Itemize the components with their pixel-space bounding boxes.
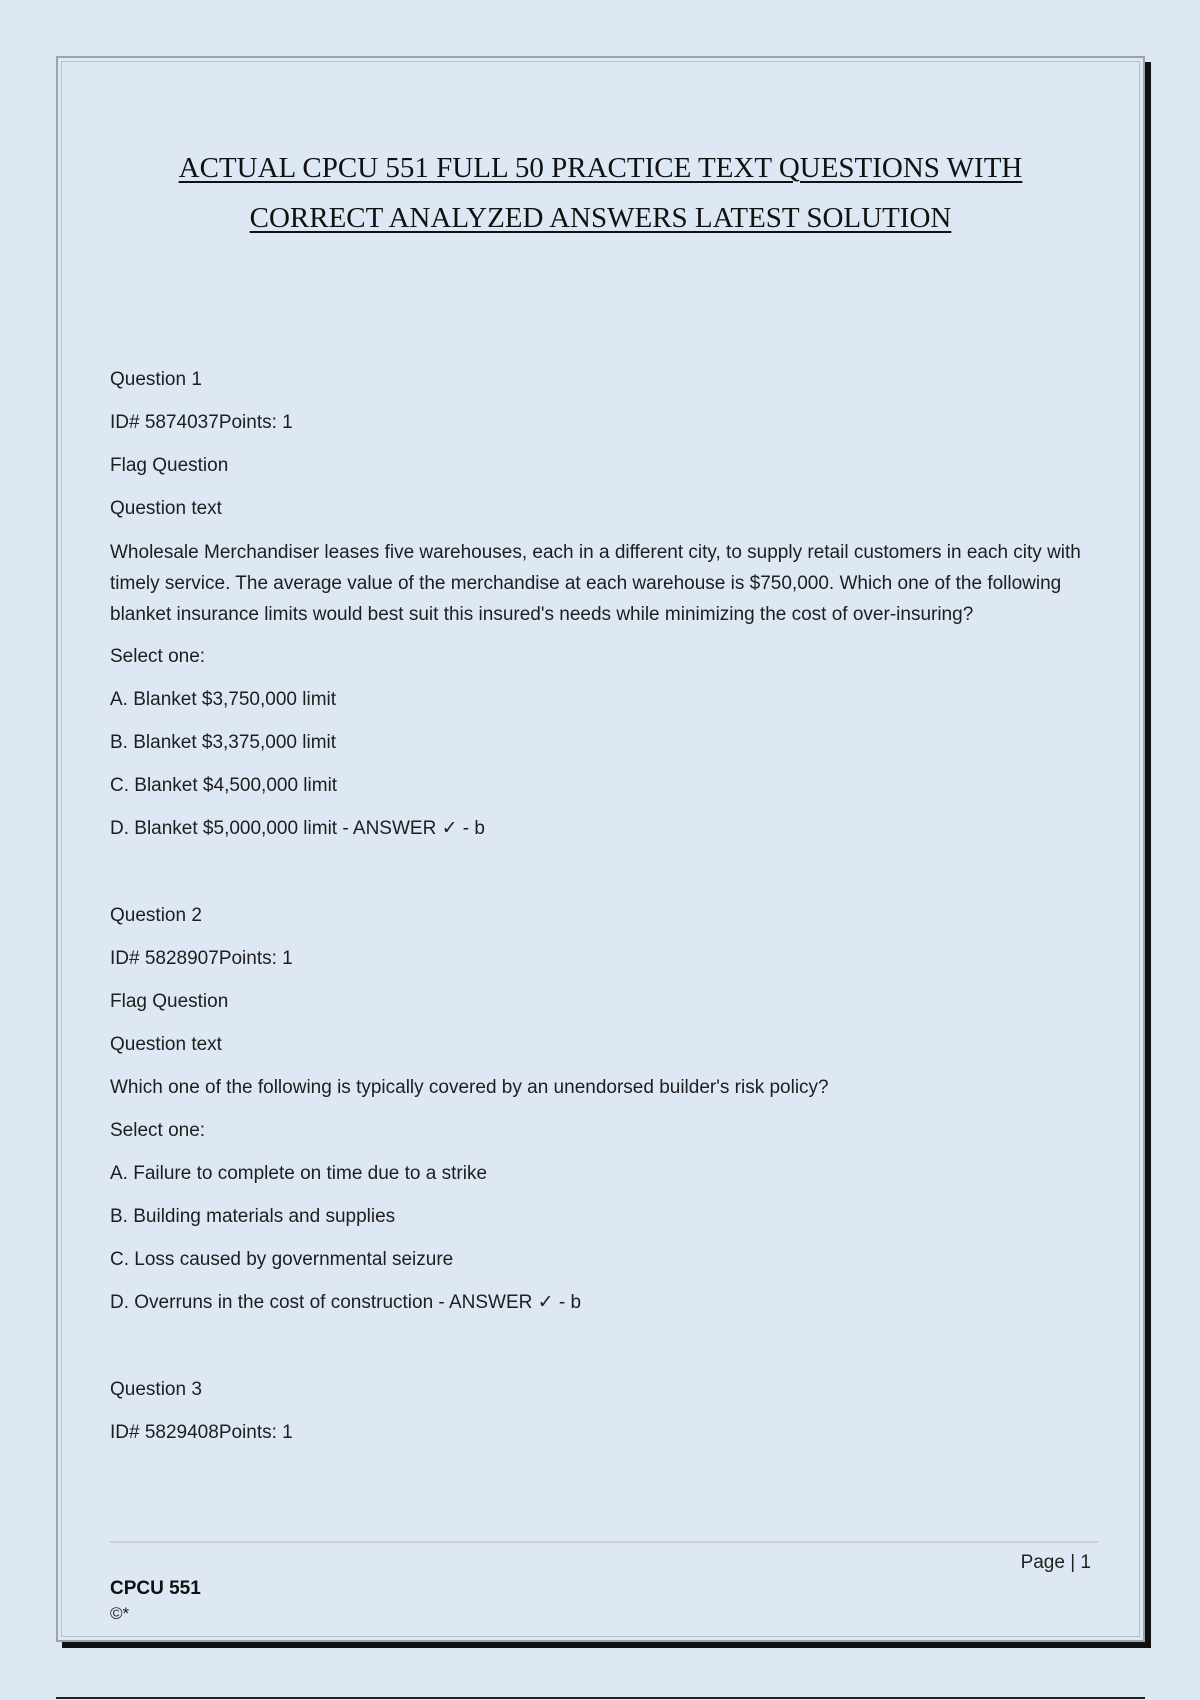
question-text: Wholesale Merchandiser leases five warehouses, each in a different city, to supply retail customers in each city with timely service. The average value of the merchandise at each warehouse is $750,000. Which one of the following blanket insurance limits would best suit this insured's needs while minimizing the cost of over-insuring?: [110, 542, 1081, 625]
flag-question-link[interactable]: Flag Question: [110, 455, 229, 476]
question-text-label: Question text: [110, 1034, 222, 1055]
footer-course-code: CPCU 551: [110, 1578, 201, 1599]
question-block-3: [110, 1368, 1100, 1454]
answer-option-c: C. Loss caused by governmental seizure: [110, 1249, 454, 1270]
answer-option-a: A. Blanket $3,750,000 limit: [110, 689, 337, 710]
document-title: [58, 143, 1143, 243]
answer-option-b: B. Building materials and supplies: [110, 1206, 396, 1227]
select-one-label: Select one:: [110, 646, 206, 667]
question-heading: Question 3: [110, 1379, 202, 1400]
answer-option-d: D. Overruns in the cost of construction - ANSWER ✓ - b: [110, 1292, 582, 1313]
question-text-label: Question text: [110, 498, 222, 519]
select-one-label: Select one:: [110, 1120, 206, 1141]
answer-option-c: C. Blanket $4,500,000 limit: [110, 775, 338, 796]
question-id-points: ID# 5874037Points: 1: [110, 412, 293, 433]
flag-question-link[interactable]: Flag Question: [110, 991, 229, 1012]
document-body: [110, 358, 1100, 1454]
question-heading: Question 2: [110, 905, 202, 926]
document-title-line-1: ACTUAL CPCU 551 FULL 50 PRACTICE TEXT QUESTIONS WITH: [178, 152, 1023, 184]
next-page-edge: [56, 1697, 1145, 1699]
document-page: [56, 56, 1145, 1642]
question-block-2: [110, 894, 1100, 1324]
question-id-points: ID# 5828907Points: 1: [110, 948, 293, 969]
spacer: [110, 850, 1100, 894]
question-heading: Question 1: [110, 369, 202, 390]
question-text: Which one of the following is typically covered by an unendorsed builder's risk policy?: [110, 1077, 829, 1098]
question-block-1: [110, 358, 1100, 850]
page-number: Page | 1: [1020, 1552, 1091, 1573]
footer-divider: [110, 1541, 1098, 1543]
footer-copyright: ©*: [110, 1604, 130, 1623]
answer-option-a: A. Failure to complete on time due to a strike: [110, 1163, 488, 1184]
document-title-line-2: CORRECT ANALYZED ANSWERS LATEST SOLUTION: [249, 202, 952, 234]
answer-option-b: B. Blanket $3,375,000 limit: [110, 732, 337, 753]
question-id-points: ID# 5829408Points: 1: [110, 1422, 293, 1443]
answer-option-d: D. Blanket $5,000,000 limit - ANSWER ✓ - b: [110, 818, 485, 839]
spacer: [110, 1324, 1100, 1368]
